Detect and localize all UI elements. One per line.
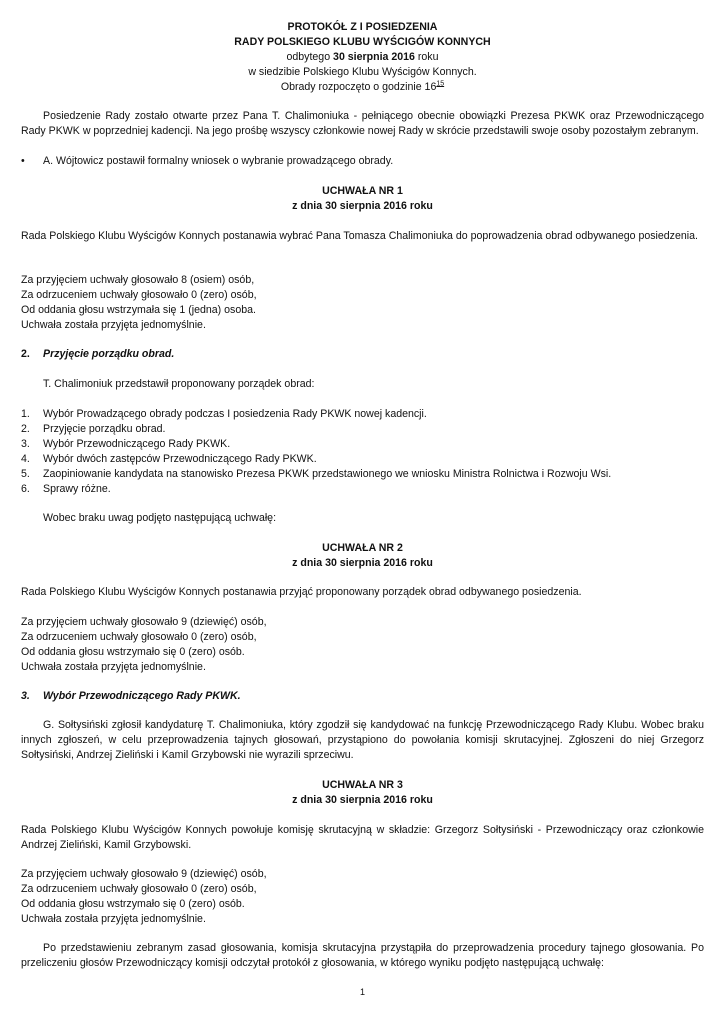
list-item: 3. Wybór Przewodniczącego Rady PKWK. bbox=[21, 437, 231, 450]
section-3-heading: 3. Wybór Przewodniczącego Rady PKWK. bbox=[21, 690, 241, 702]
section-3-text: G. Sołtysiński zgłosił kandydaturę T. Chalimoniuka, który zgodził się kandydować na funkcję Przewodniczącego Rady Klubu. Wobec braku innych zgłoszeń, w celu przeprowadzenia tajnych głosowań, przystąpiono do powołania komisji skrutacyjnej. Zgłoszeni do niej Grzegorz Sołtysiński, Andrzej Zieliński i Kamil Grzybowski nie wyrazili sprzeciwu. bbox=[21, 719, 704, 761]
intro-paragraph: Posiedzenie Rady zostało otwarte przez Pana T. Chalimoniuka - pełniącego obecnie obowiązki Prezesa PKWK oraz Przewodniczącego Rady PKWK w poprzedniej kadencji. Na jego prośbę wszyscy członkowie nowej Rady w skrócie przedstawili swoje osoby pozostałym zebranym. bbox=[21, 110, 704, 137]
doc-subtitle: odbytego 30 sierpnia 2016 roku w siedzibie Polskiego Klubu Wyścigów Konnych. Obrady rozpoczęto o godzinie $16^{15}$ bbox=[248, 51, 477, 93]
resolution-1-text: Rada Polskiego Klubu Wyścigów Konnych postanawia wybrać Pana Tomasza Chalimoniuka do poprowadzenia obrad odbywanego posiedzenia. bbox=[21, 230, 698, 242]
resolution-1-votes: Za przyjęciem uchwały głosowało 8 (osiem) osób, Za odrzuceniem uchwały głosowało 0 (zero) osób, Od oddania głosu wstrzymała się 1 (jedna) osoba. Uchwała została przyjęta jednomyślnie. bbox=[21, 274, 257, 331]
bullet-item: • A. Wójtowicz postawił formalny wniosek o wybranie prowadzącego obrady. bbox=[21, 155, 394, 167]
agenda-list bbox=[21, 407, 704, 496]
list-item: 6. Sprawy różne. bbox=[21, 482, 111, 495]
list-item: 5. Zaopiniowanie kandydata na stanowisko Prezesa PKWK przedstawionego we wniosku Ministra Rolnictwa i Rozwoju Wsi. bbox=[21, 467, 612, 480]
resolution-3-text: Rada Polskiego Klubu Wyścigów Konnych powołuje komisję skrutacyjną w składzie: Grzegorz Sołtysiński - Przewodniczący oraz członkowie Andrzej Zieliński, Kamil Grzybowski. bbox=[21, 824, 704, 851]
list-item: 2. Przyjęcie porządku obrad. bbox=[21, 422, 166, 435]
bullet-icon: • bbox=[21, 155, 25, 167]
final-paragraph: Po przedstawieniu zebranym zasad głosowania, komisja skrutacyjna przystąpiła do przeprowadzenia procedury tajnego głosowania. Po przeliczeniu głosów Przewodniczący komisji odczytał protokół z głosowania, w którego wyniku podjęto następującą uchwałę: bbox=[21, 942, 704, 969]
page-number: 1 bbox=[359, 987, 365, 997]
resolution-2-text: Rada Polskiego Klubu Wyścigów Konnych postanawia przyjąć proponowany porządek obrad odbywanego posiedzenia. bbox=[21, 586, 582, 598]
section-2-heading: 2. Przyjęcie porządku obrad. bbox=[21, 348, 175, 360]
list-item: 1. Wybór Prowadzącego obrady podczas I posiedzenia Rady PKWK nowej kadencji. bbox=[21, 408, 427, 420]
section-2-text: T. Chalimoniuk przedstawił proponowany porządek obrad: bbox=[43, 378, 315, 390]
resolution-3-heading: UCHWAŁA NR 3 z dnia 30 sierpnia 2016 roku bbox=[292, 779, 433, 806]
resolution-1-heading: UCHWAŁA NR 1 z dnia 30 sierpnia 2016 roku bbox=[292, 185, 433, 212]
section-2-after: Wobec braku uwag podjęto następującą uchwałę: bbox=[43, 512, 277, 524]
list-item: 4. Wybór dwóch zastępców Przewodniczącego Rady PKWK. bbox=[21, 452, 317, 465]
resolution-3-votes: Za przyjęciem uchwały głosowało 9 (dziewięć) osób, Za odrzuceniem uchwały głosowało 0 (zero) osób, Od oddania głosu wstrzymało się 0 (zero) osób. Uchwała została przyjęta jednomyślnie. bbox=[21, 868, 267, 925]
doc-title: PROTOKÓŁ Z I POSIEDZENIA RADY POLSKIEGO KLUBU WYŚCIGÓW KONNYCH bbox=[234, 21, 491, 48]
resolution-2-heading: UCHWAŁA NR 2 z dnia 30 sierpnia 2016 roku bbox=[292, 542, 433, 569]
resolution-2-votes: Za przyjęciem uchwały głosowało 9 (dziewięć) osób, Za odrzuceniem uchwały głosowało 0 (zero) osób, Od oddania głosu wstrzymało się 0 (zero) osób. Uchwała została przyjęta jednomyślnie. bbox=[21, 616, 267, 673]
